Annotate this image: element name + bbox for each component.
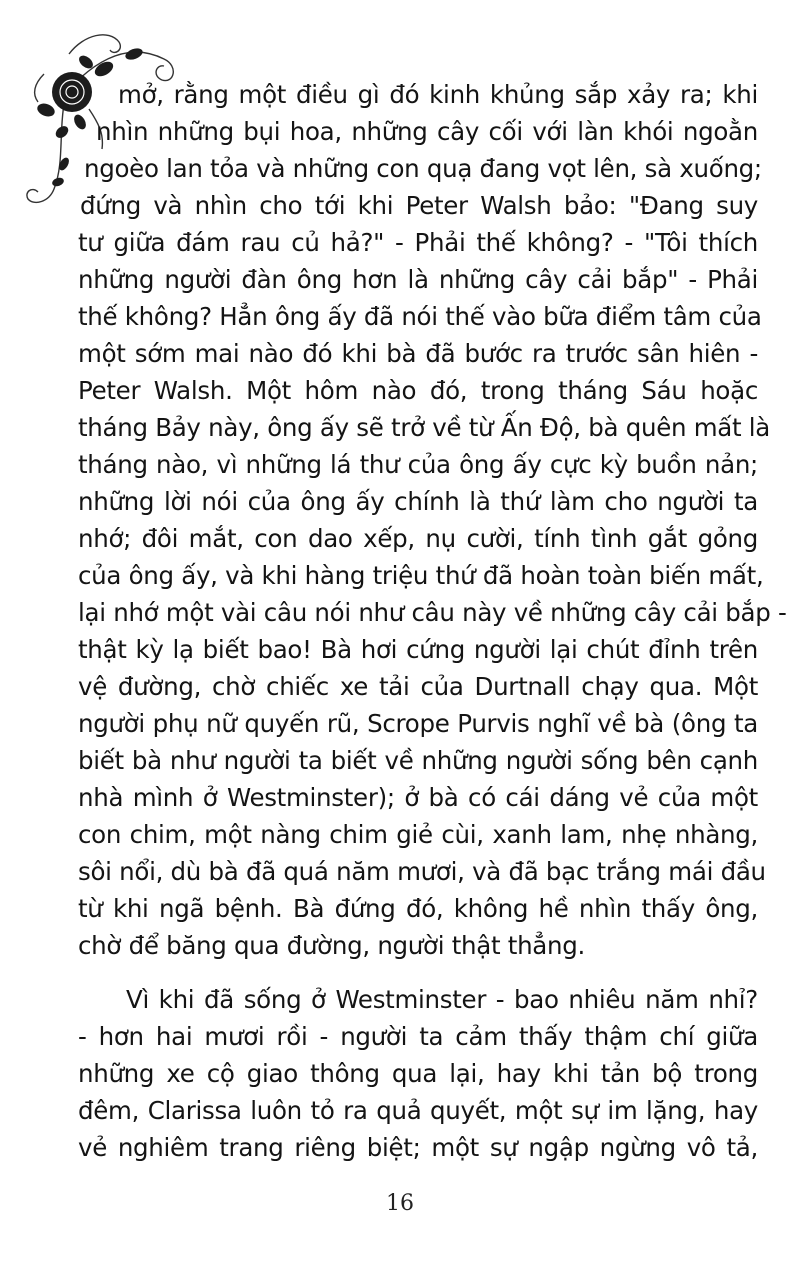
text-line: những người đàn ông hơn là những cây cải bắp" - Phải (78, 265, 758, 294)
text-line: nhìn những bụi hoa, những cây cối với làn khói ngoằn (96, 117, 758, 146)
text-line: vệ đường, chờ chiếc xe tải của Durtnall chạy qua. Một (78, 672, 758, 701)
text-line: nhớ; đôi mắt, con dao xếp, nụ cười, tính tình gắt gỏng (78, 524, 758, 553)
text-line: những lời nói của ông ấy chính là thứ làm cho người ta (78, 487, 758, 516)
page-number: 16 (386, 1191, 414, 1216)
text-line: thật kỳ lạ biết bao! Bà hơi cứng người lại chút đỉnh trên (78, 635, 758, 664)
text-line: tháng nào, vì những lá thư của ông ấy cực kỳ buồn nản; (78, 450, 758, 479)
text-line: tháng Bảy này, ông ấy sẽ trở về từ Ấn Độ, bà quên mất là (78, 413, 771, 442)
text-line: vẻ nghiêm trang riêng biệt; một sự ngập ngừng vô tả, (78, 1133, 758, 1162)
text-line: - hơn hai mươi rồi - người ta cảm thấy thậm chí giữa (78, 1022, 758, 1051)
text-line: con chim, một nàng chim giẻ cùi, xanh lam, nhẹ nhàng, (78, 820, 758, 849)
text-line: sôi nổi, dù bà đã quá năm mươi, và đã bạc trắng mái đầu (78, 857, 766, 886)
text-line: nhà mình ở Westminster); ở bà có cái dáng vẻ của một (78, 783, 758, 812)
text-line: của ông ấy, và khi hàng triệu thứ đã hoàn toàn biến mất, (78, 561, 764, 590)
text-line: người phụ nữ quyến rũ, Scrope Purvis nghĩ về bà (ông ta (78, 709, 758, 738)
text-line: một sớm mai nào đó khi bà đã bước ra trước sân hiên - (78, 339, 758, 368)
text-line: từ khi ngã bệnh. Bà đứng đó, không hề nhìn thấy ông, (78, 894, 758, 923)
text-line: tư giữa đám rau củ hả?" - Phải thế không? - "Tôi thích (78, 228, 758, 257)
text-line: Peter Walsh. Một hôm nào đó, trong tháng Sáu hoặc (78, 376, 758, 405)
text-line: mở, rằng một điều gì đó kinh khủng sắp xảy ra; khi (118, 80, 758, 109)
text-line: Vì khi đã sống ở Westminster - bao nhiêu năm nhỉ? (126, 985, 758, 1014)
text-line: đứng và nhìn cho tới khi Peter Walsh bảo: "Đang suy (80, 191, 758, 220)
text-line: thế không? Hẳn ông ấy đã nói thế vào bữa điểm tâm của (78, 302, 762, 331)
text-line: chờ để băng qua đường, người thật thẳng. (78, 931, 585, 960)
text-line: ngoèo lan tỏa và những con quạ đang vọt lên, sà xuống; (84, 154, 762, 183)
text-line: lại nhớ một vài câu nói như câu này về những cây cải bắp - (78, 598, 787, 627)
text-line: những xe cộ giao thông qua lại, hay khi tản bộ trong (78, 1059, 758, 1088)
text-line: biết bà như người ta biết về những người sống bên cạnh (78, 746, 758, 775)
text-line: đêm, Clarissa luôn tỏ ra quả quyết, một sự im lặng, hay (78, 1096, 758, 1125)
